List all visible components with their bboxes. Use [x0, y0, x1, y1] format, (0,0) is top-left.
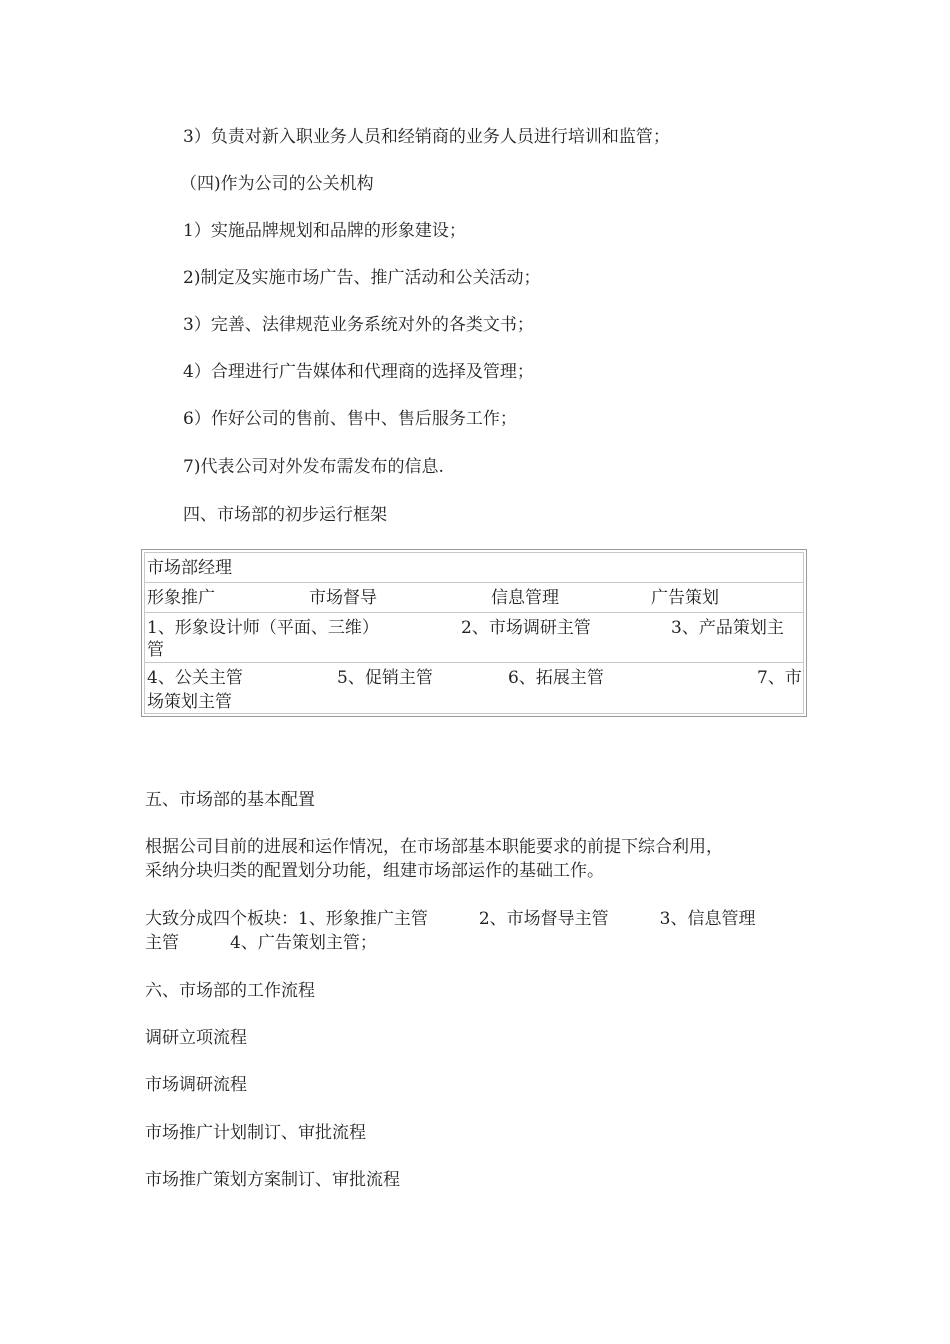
- table-cell: 4、公关主管: [147, 668, 243, 688]
- table-cell-manager: 市场部经理: [147, 558, 232, 578]
- table-cell: 3、产品策划主: [671, 618, 784, 638]
- table-cell-wrap: 管: [147, 640, 164, 660]
- table-cell: 形象推广: [147, 588, 215, 608]
- section-heading-6: 六、市场部的工作流程: [145, 981, 315, 1001]
- blocks-paragraph-line-1: 大致分成四个板块：1、形象推广主管 2、市场督导主管 3、信息管理: [145, 909, 756, 929]
- config-paragraph-line-1: 根据公司目前的进展和运作情况，在市场部基本职能要求的前提下综合利用，: [145, 837, 723, 857]
- duty-item-3: 3）负责对新入职业务人员和经销商的业务人员进行培训和监管；: [183, 127, 670, 147]
- table-row: [145, 583, 803, 613]
- section-heading-5: 五、市场部的基本配置: [145, 790, 315, 810]
- workflow-item: 市场推广计划制订、审批流程: [145, 1123, 366, 1143]
- table-cell: 广告策划: [651, 588, 719, 608]
- pr-item-3: 3）完善、法律规范业务系统对外的各类文书；: [183, 315, 534, 335]
- pr-item-7: 7)代表公司对外发布需发布的信息.: [183, 457, 444, 477]
- table-cell-wrap: 场策划主管: [147, 692, 232, 712]
- table-cell: 信息管理: [491, 588, 559, 608]
- org-structure-table: [141, 549, 807, 717]
- table-cell: 5、促销主管: [337, 668, 433, 688]
- pr-item-6: 6）作好公司的售前、售中、售后服务工作；: [183, 409, 517, 429]
- table-cell: 1、形象设计师（平面、三维）: [147, 618, 379, 638]
- table-cell: 市场督导: [309, 588, 377, 608]
- pr-item-1: 1）实施品牌规划和品牌的形象建设；: [183, 221, 466, 241]
- table-row: [145, 663, 803, 715]
- blocks-paragraph-line-2: 主管 4、广告策划主管；: [145, 933, 377, 953]
- table-cell: 2、市场调研主管: [461, 618, 591, 638]
- config-paragraph-line-2: 采纳分块归类的配置划分功能，组建市场部运作的基础工作。: [145, 861, 604, 881]
- workflow-item: 市场调研流程: [145, 1075, 247, 1095]
- workflow-item: 市场推广策划方案制订、审批流程: [145, 1170, 400, 1190]
- workflow-item: 调研立项流程: [145, 1028, 247, 1048]
- pr-item-2: 2)制定及实施市场广告、推广活动和公关活动；: [183, 268, 541, 288]
- table-row: [145, 553, 803, 583]
- pr-item-4: 4）合理进行广告媒体和代理商的选择及管理；: [183, 362, 534, 382]
- table-row: [145, 613, 803, 663]
- table-cell: 7、市: [757, 668, 802, 688]
- section-heading-4: 四、市场部的初步运行框架: [183, 505, 387, 525]
- table-cell: 6、拓展主管: [508, 668, 604, 688]
- subsection-heading-4: （四)作为公司的公关机构: [180, 174, 374, 194]
